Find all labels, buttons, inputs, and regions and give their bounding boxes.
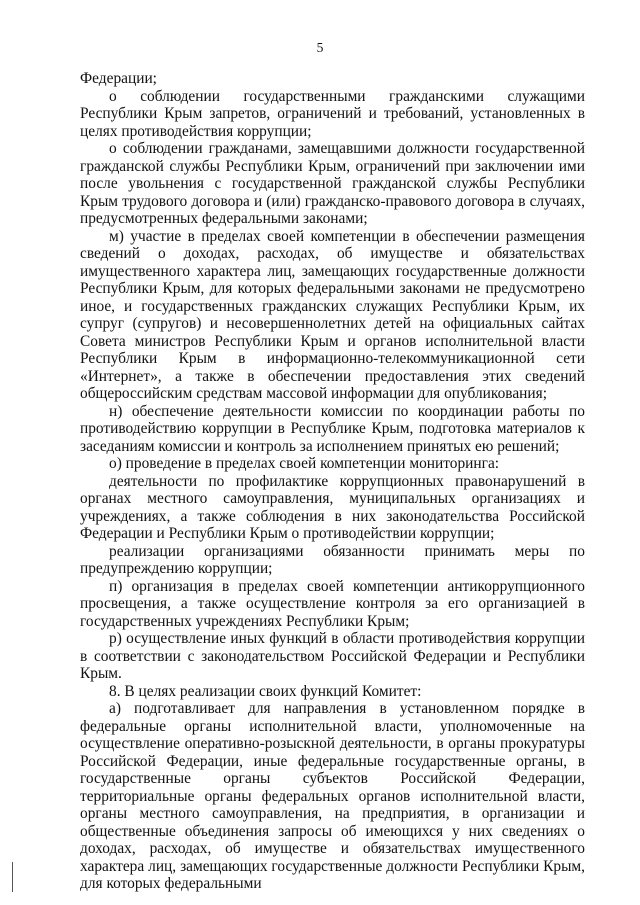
paragraph-item-n: н) обеспечение деятельности комиссии по координации работы по противодействию коррупции в Республике Крым, подготовка материалов к заседаниям комиссии и контроль за исполнением принятых ею решений; — [80, 402, 585, 455]
paragraph-monitoring-organizations: реализации организациями обязанности принимать меры по предупреждению коррупции; — [80, 542, 585, 577]
paragraph-item-a: а) подготавливает для направления в установленном порядке в федеральные органы исполнительной власти, уполномоченные на осуществление оперативно-розыскной деятельности, в органы прокуратуры Российской Федерации, иные федеральные государственные органы, в государственные органы субъектов Российской Федерации, территориальные органы федеральных органов исполнительной власти, органы местного самоуправления, на предприятия, в организации и общественные объединения запросы об имеющихся у них сведениях о доходах, расходах, об имуществе и обязательствах имущественного характера лиц, замещающих государственные должности Республики Крым, для которых федеральными — [80, 700, 585, 892]
paragraph-item-p: п) организация в пределах своей компетенции антикоррупционного просвещения, а также осуществление контроля за его организацией в государственных учреждениях Республики Крым; — [80, 577, 585, 630]
scan-edge-mark — [12, 862, 13, 892]
paragraph-former-servants-restrictions: о соблюдении гражданами, замещавшими должности государственной гражданской службы Республики Крым, ограничений при заключении ими после увольнения с государственной гражданской службы Республики Крым трудового договора и (или) гражданско-правового договора в случаях, предусмотренных федеральными законами; — [80, 140, 585, 227]
paragraph-section-8: 8. В целях реализации своих функций Комитет: — [109, 682, 422, 700]
page-number: 5 — [316, 40, 324, 55]
paragraph-item-m: м) участие в пределах своей компетенции в обеспечении размещения сведений о доходах, расходах, об имуществе и обязательствах имущественного характера лиц, замещающих государственные должности Республики Крым, для которых федеральными законами не предусмотрено иное, и государственных гражданских служащих Республики Крым, их супруг (супругов) и несовершеннолетних детей на официальных сайтах Совета министров Республики Крым и органов исполнительной власти Республики Крым в информационно-телекоммуникационной сети «Интернет», а также в обеспечении предоставления этих сведений общероссийским средствам массовой информации для опубликования; — [80, 227, 585, 402]
paragraph-continuation: Федерации; — [80, 70, 157, 87]
paragraph-civil-servants-compliance: о соблюдении государственными гражданскими служащими Республики Крым запретов, ограничений и требований, установленных в целях противодействия коррупции; — [80, 87, 585, 140]
paragraph-item-o: о) проведение в пределах своей компетенции мониторинга: — [109, 455, 500, 472]
paragraph-item-r: р) осуществление иных функций в области противодействия коррупции в соответствии с законодательством Российской Федерации и Республики Крым. — [80, 630, 585, 682]
document-body — [80, 70, 585, 893]
paragraph-monitoring-local-government: деятельности по профилактике коррупционных правонарушений в органах местного самоуправления, муниципальных организациях и учреждениях, а также соблюдения в них законодательства Российской Федерации и Республики Крым о противодействии коррупции; — [80, 472, 585, 542]
